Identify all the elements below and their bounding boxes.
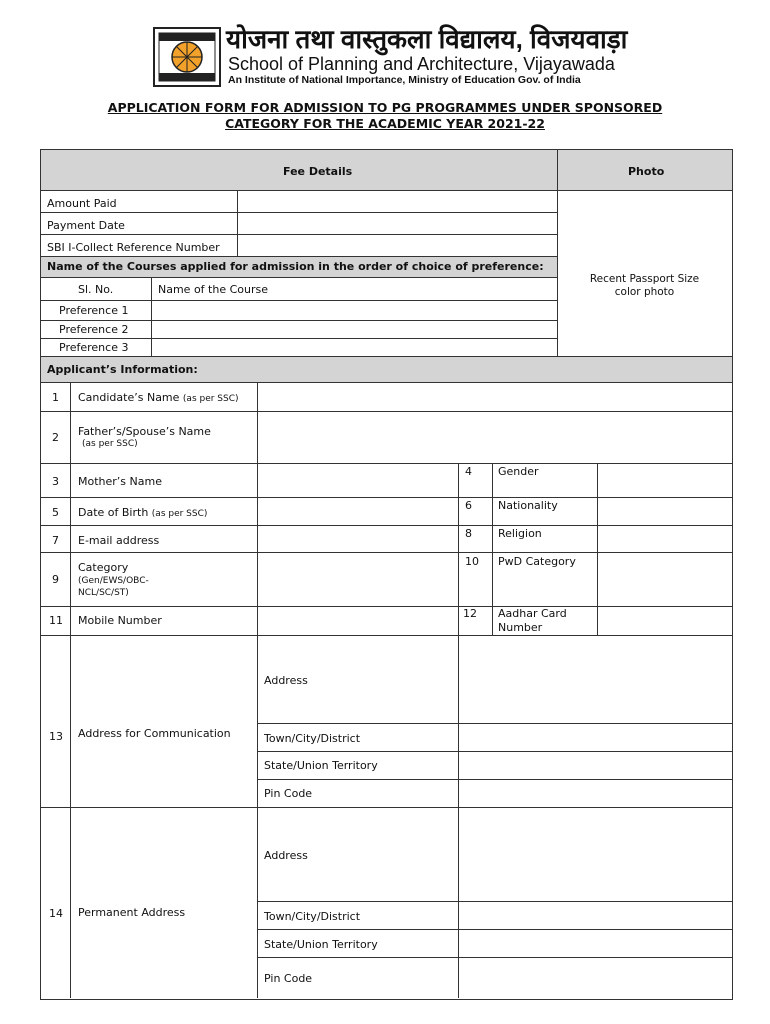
aadhar-label-line2: Number xyxy=(498,621,543,634)
rule xyxy=(40,356,732,357)
candidate-name-note: (as per SSC) xyxy=(182,394,239,404)
mother-name-label: Mother’s Name xyxy=(78,475,162,488)
row-number-13: 13 xyxy=(49,730,63,743)
photo-heading: Photo xyxy=(628,165,665,178)
pwd-category-label: PwD Category xyxy=(498,555,576,568)
perm-town-label: Town/City/District xyxy=(264,910,361,923)
gender-label: Gender xyxy=(498,465,539,478)
row-number-8: 8 xyxy=(465,527,472,540)
category-note-2: NCL/SC/ST) xyxy=(78,588,129,598)
sbi-reference-label: SBI I-Collect Reference Number xyxy=(47,241,220,254)
rule xyxy=(458,463,459,635)
dob-note: (as per SSC) xyxy=(151,509,208,519)
comm-town-field[interactable] xyxy=(459,724,731,751)
perm-address-field[interactable] xyxy=(459,808,731,901)
perm-state-label: State/Union Territory xyxy=(264,938,378,951)
payment-date-field[interactable] xyxy=(238,213,557,234)
form-title-line2: CATEGORY FOR THE ACADEMIC YEAR 2021-22 xyxy=(225,116,545,131)
gender-field[interactable] xyxy=(598,464,731,497)
row-number-2: 2 xyxy=(52,431,59,444)
preference-2-label: Preference 2 xyxy=(59,323,129,336)
form-title-line1: APPLICATION FORM FOR ADMISSION TO PG PROGRAMMES UNDER SPONSORED xyxy=(107,100,663,115)
nationality-field[interactable] xyxy=(598,498,731,525)
row-number-7: 7 xyxy=(52,534,59,547)
preference-3-field[interactable] xyxy=(152,339,557,356)
institute-english-name: School of Planning and Architecture, Vijayawada xyxy=(228,54,615,74)
rule xyxy=(40,256,557,257)
comm-state-label: State/Union Territory xyxy=(264,759,378,772)
perm-state-field[interactable] xyxy=(459,930,731,957)
photo-note-line2: color photo xyxy=(614,286,675,298)
payment-date-label: Payment Date xyxy=(47,219,125,232)
rule xyxy=(70,382,71,998)
comm-town-label: Town/City/District xyxy=(264,732,361,745)
row-number-12: 12 xyxy=(463,607,477,620)
category-field[interactable] xyxy=(258,553,458,606)
preference-3-label: Preference 3 xyxy=(59,341,129,354)
preference-1-field[interactable] xyxy=(152,301,557,320)
preference-2-field[interactable] xyxy=(152,321,557,338)
father-spouse-name-note: (as per SSC) xyxy=(82,439,138,449)
mobile-number-field[interactable] xyxy=(258,607,458,635)
amount-paid-field[interactable] xyxy=(238,191,557,212)
comm-state-field[interactable] xyxy=(459,752,731,779)
comm-address-label: Address xyxy=(264,674,308,687)
preference-1-label: Preference 1 xyxy=(59,304,129,317)
institute-hindi-name: योजना तथा वास्तुकला विद्यालय, विजयवाड़ा xyxy=(226,24,628,54)
amount-paid-label: Amount Paid xyxy=(47,197,117,210)
photo-note xyxy=(558,273,731,299)
communication-address-label: Address for Communication xyxy=(78,727,231,740)
rule xyxy=(492,463,493,635)
father-spouse-name-field[interactable] xyxy=(258,412,731,463)
dob-field[interactable] xyxy=(258,498,458,525)
perm-address-label: Address xyxy=(264,849,308,862)
comm-address-field[interactable] xyxy=(459,636,731,723)
photo-box[interactable] xyxy=(558,191,731,356)
perm-pin-label: Pin Code xyxy=(264,972,313,985)
row-number-11: 11 xyxy=(49,614,63,627)
mother-name-field[interactable] xyxy=(258,464,458,497)
row-number-3: 3 xyxy=(52,475,59,488)
courses-heading: Name of the Courses applied for admission in the order of choice of preference: xyxy=(47,260,544,273)
row-number-14: 14 xyxy=(49,907,63,920)
candidate-name-text: Candidate’s Name xyxy=(78,391,180,404)
category-note-1: (Gen/EWS/OBC- xyxy=(78,576,149,586)
applicant-info-heading: Applicant’s Information: xyxy=(47,363,198,376)
religion-field[interactable] xyxy=(598,526,731,552)
row-number-6: 6 xyxy=(465,499,472,512)
fee-details-heading: Fee Details xyxy=(283,165,353,178)
sbi-reference-field[interactable] xyxy=(238,235,557,256)
row-number-10: 10 xyxy=(465,555,479,568)
candidate-name-field[interactable] xyxy=(258,383,731,411)
perm-pin-field[interactable] xyxy=(459,958,731,998)
email-field[interactable] xyxy=(258,526,458,552)
candidate-name-label xyxy=(78,391,239,406)
dob-text: Date of Birth xyxy=(78,506,149,519)
email-label: E-mail address xyxy=(78,534,160,547)
mobile-number-label: Mobile Number xyxy=(78,614,162,627)
row-number-1: 1 xyxy=(52,391,59,404)
nationality-label: Nationality xyxy=(498,499,558,512)
course-name-header: Name of the Course xyxy=(158,283,268,296)
category-label: Category xyxy=(78,561,129,574)
sl-no-header: Sl. No. xyxy=(78,283,114,296)
pwd-category-field[interactable] xyxy=(598,553,731,606)
religion-label: Religion xyxy=(498,527,542,540)
comm-pin-field[interactable] xyxy=(459,780,731,807)
perm-town-field[interactable] xyxy=(459,902,731,929)
aadhar-label-line1: Aadhar Card xyxy=(498,607,567,620)
comm-pin-label: Pin Code xyxy=(264,787,313,800)
father-spouse-name-label: Father’s/Spouse’s Name xyxy=(78,425,211,438)
permanent-address-label: Permanent Address xyxy=(78,906,186,919)
aadhar-field[interactable] xyxy=(598,607,731,635)
row-number-9: 9 xyxy=(52,573,59,586)
institute-tagline: An Institute of National Importance, Ministry of Education Gov. of India xyxy=(228,74,581,86)
photo-note-line1: Recent Passport Size xyxy=(589,273,700,285)
row-number-4: 4 xyxy=(465,465,472,478)
rule xyxy=(40,277,557,278)
row-number-5: 5 xyxy=(52,506,59,519)
dob-label xyxy=(78,506,207,521)
